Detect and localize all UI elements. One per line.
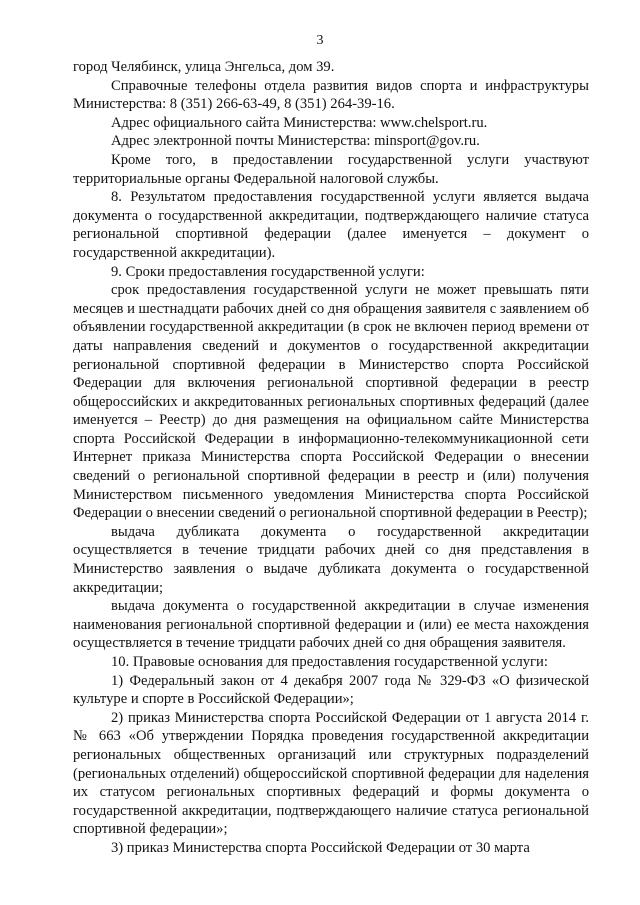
paragraph-term-main: срок предоставления государственной услуги не может превышать пяти месяцев и шестнадцати рабочих дней со дня обращения заявителя с заявлением об объявлении государственной аккредитации (в срок не включен период времени от даты направления сведений и документов о государственной аккредитации региональной спортивной федерации в Министерство спорта Российской Федерации для включения региональной спортивной федерации в реестр общероссийских и аккредитованных региональных спортивных федераций (далее именуется – Реестр) до дня размещения на официальном сайте Министерства спорта Российской Федерации в информационно-телекоммуникационной сети Интернет приказа Министерства спорта Российской Федерации о внесении сведений о региональной спортивной федерации в реестр и (или) получения Министерством письменного уведомления Министерства спорта Российской Федерации о внесении сведений о региональной спортивной федерации в Реестр); <box>73 282 589 522</box>
paragraph-address-continuation: город Челябинск, улица Энгельса, дом 39. <box>73 59 335 75</box>
paragraph-section-9-heading: 9. Сроки предоставления государственной услуги: <box>111 263 425 280</box>
paragraph-section-8-result: 8. Результатом предоставления государственной услуги является выдача документа о государственной аккредитации, подтверждающего наличие статуса региональной спортивной федерации (далее именуется – документ о государственной аккредитации). <box>73 189 589 261</box>
paragraph-website: Адрес официального сайта Министерства: www.chelsport.ru. <box>111 114 488 131</box>
paragraph-law-2: 2) приказ Министерства спорта Российской Федерации от 1 августа 2014 г. № 663 «Об утверждении Порядка проведения государственной аккредитации региональных общественных организаций или структурных подразделений (региональных отделений) общероссийской спортивной федерации для наделения их статусом региональных спортивных федераций и формы документа о государственной аккредитации, подтверждающего наличие статуса региональной спортивной федерации»; <box>73 709 589 838</box>
page-number: 3 <box>316 33 324 48</box>
paragraph-email: Адрес электронной почты Министерства: minsport@gov.ru. <box>111 133 480 150</box>
paragraph-phones: Справочные телефоны отдела развития видов спорта и инфраструктуры Министерства: 8 (351) 266-63-49, 8 (351) 264-39-16. <box>73 77 589 113</box>
paragraph-term-duplicate: выдача дубликата документа о государственной аккредитации осуществляется в течение тридцати рабочих дней со дня представления в Министерство заявления о выдаче дубликата документа о государственной аккредитации; <box>73 523 589 596</box>
paragraph-tax-service: Кроме того, в предоставлении государственной услуги участвуют территориальные органы Федеральной налоговой службы. <box>73 151 589 187</box>
paragraph-law-3: 3) приказ Министерства спорта Российской Федерации от 30 марта <box>111 839 530 856</box>
paragraph-term-change: выдача документа о государственной аккредитации в случае изменения наименования региональной спортивной федерации и (или) ее места нахождения осуществляется в течение тридцати рабочих дней со дня обращения заявителя. <box>73 598 589 652</box>
document-body <box>73 58 589 858</box>
paragraph-section-10-heading: 10. Правовые основания для предоставления государственной услуги: <box>111 654 548 670</box>
paragraph-law-1: 1) Федеральный закон от 4 декабря 2007 года № 329-ФЗ «О физической культуре и спорте в Российской Федерации»; <box>73 672 589 708</box>
